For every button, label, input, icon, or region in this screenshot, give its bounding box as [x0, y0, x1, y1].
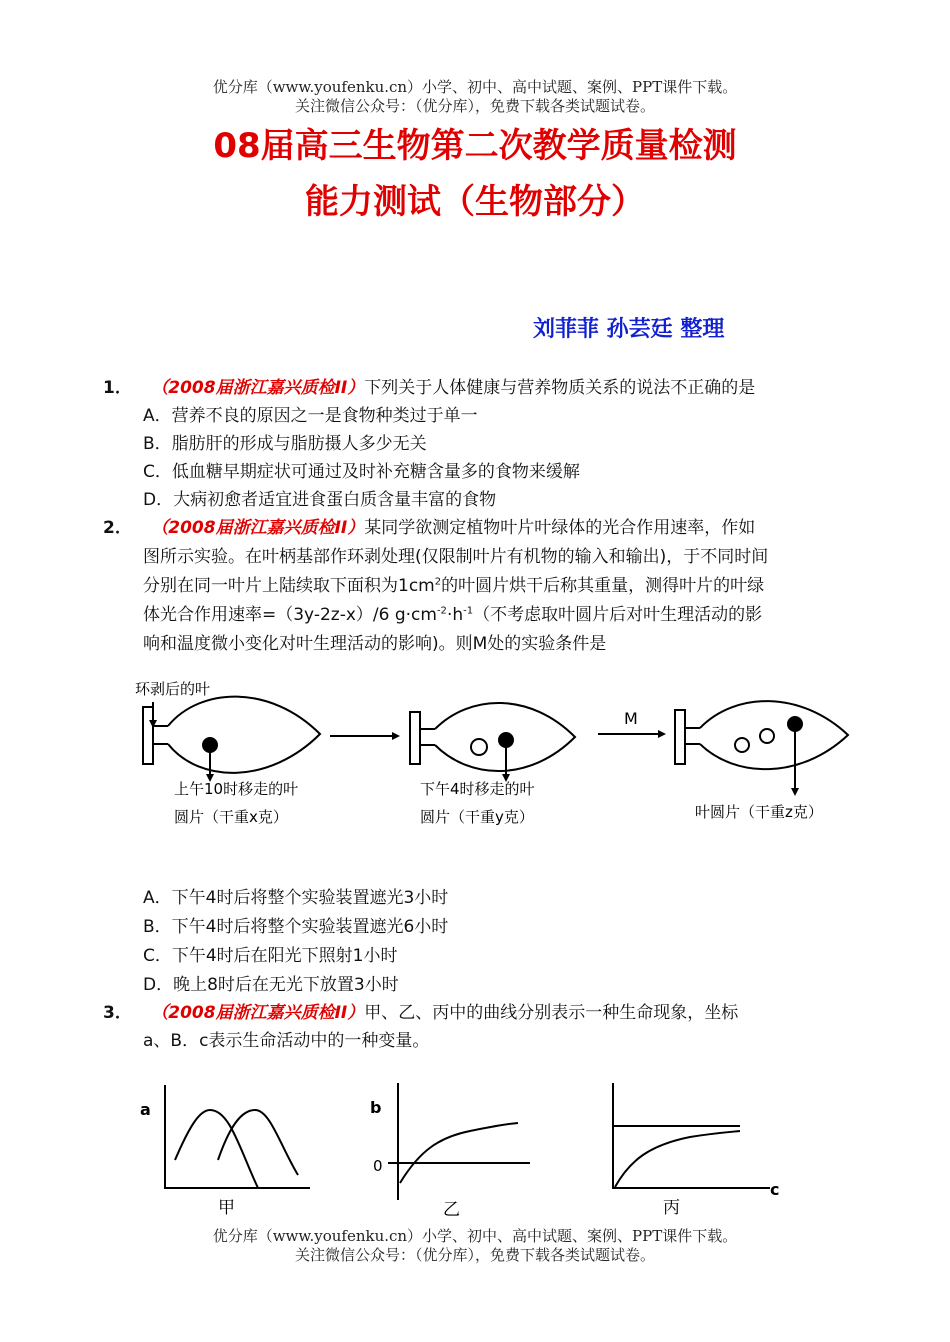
- question-stem: 某同学欲测定植物叶片叶绿体的光合作用速率，作如: [364, 518, 756, 538]
- q2-option-a: A．下午4时后将整个实验装置遮光3小时: [143, 888, 449, 908]
- header-line-2: 关注微信公众号：（优分库），免费下载各类试题试卷。: [294, 97, 655, 115]
- label-disc-x-1: 上午10时移走的叶: [174, 780, 299, 798]
- axis-label-zero: 0: [373, 1157, 383, 1175]
- leaf-disc-x: [202, 737, 218, 753]
- axis-label-c: c: [770, 1180, 780, 1199]
- arrow-head-2: [658, 730, 666, 738]
- axes-bing: [613, 1083, 770, 1188]
- leaf-stalk-1: [153, 726, 168, 744]
- leaf-stalk-3: [685, 728, 700, 744]
- label-disc-x-2: 圆片（干重x克）: [174, 808, 288, 826]
- q2-option-c: C．下午4时后在阳光下照射1小时: [143, 946, 398, 966]
- footer-line-2: 关注微信公众号：（优分库），免费下载各类试题试卷。: [294, 1246, 655, 1264]
- q1-option-d: D．大病初愈者适宜进食蛋白质含量丰富的食物: [143, 490, 497, 510]
- hole-circle: [735, 738, 749, 752]
- question-number: 3．: [103, 1003, 132, 1023]
- question-source: （2008届浙江嘉兴质检II）: [151, 378, 365, 398]
- question-source: （2008届浙江嘉兴质检II）: [151, 518, 365, 538]
- leaf-1: [168, 697, 320, 773]
- q2-option-b: B．下午4时后将整个实验装置遮光6小时: [143, 917, 449, 937]
- label-disc-y-1: 下午4时移走的叶: [420, 780, 535, 798]
- q2-text-line-4: 体光合作用速率=（3y-2z-x）/6 $g\cdot cm^{-2}\cdot h^{-1}$（不考虑取叶圆片后对叶生理活动的影: [143, 605, 763, 625]
- page-subtitle: 能力测试（生物部分）: [305, 182, 645, 222]
- label-ring-leaf: 环剥后的叶: [135, 680, 211, 698]
- q2-text-line-3: 分别在同一叶片上陆续取下面积为$1cm^2$的叶圆片烘干后称其重量，测得叶片的叶绿: [143, 576, 765, 596]
- stem-clamp-3: [675, 710, 685, 764]
- q1-option-b: B．脂肪肝的形成与脂肪摄人多少无关: [143, 434, 427, 454]
- hole-circle: [760, 729, 774, 743]
- q1-option-c: C．低血糖早期症状可通过及时补充糖含量多的食物来缓解: [143, 462, 580, 482]
- stem-clamp-2: [410, 712, 420, 764]
- author: 刘菲菲 孙芸廷 整理: [533, 317, 725, 342]
- question-stem: 下列关于人体健康与营养物质关系的说法不正确的是: [364, 378, 756, 398]
- arrow-head-z: [791, 788, 799, 796]
- question-source: （2008届浙江嘉兴质检II）: [151, 1003, 365, 1023]
- hole-circle: [471, 739, 487, 755]
- label-disc-z: 叶圆片（干重z克）: [695, 803, 823, 821]
- leaf-stalk-2: [420, 729, 435, 745]
- axis-label-a: a: [140, 1100, 151, 1119]
- curve-jia-2: [218, 1110, 298, 1175]
- question-stem: 甲、乙、丙中的曲线分别表示一种生命现象，坐标: [364, 1003, 739, 1023]
- page-title: 08届高三生物第二次教学质量检测: [213, 126, 737, 166]
- axis-label-b: b: [370, 1098, 382, 1117]
- q2-text-line-2: 图所示实验。在叶柄基部作环剥处理(仅限制叶片有机物的输入和输出)，于不同时间: [143, 547, 769, 567]
- label-disc-y-2: 圆片（干重y克）: [420, 808, 534, 826]
- q2-option-d: D．晚上8时后在无光下放置3小时: [143, 975, 399, 995]
- curve-jia-1: [175, 1110, 258, 1188]
- curve-graphs-figure: [130, 1075, 790, 1223]
- q2-text-line-5: 响和温度微小变化对叶生理活动的影响)。则M处的实验条件是: [143, 634, 607, 654]
- curve-bing: [615, 1131, 740, 1187]
- stem-clamp-1: [143, 707, 153, 764]
- graph-label-yi: 乙: [443, 1200, 460, 1220]
- question-number: 1．: [103, 378, 132, 398]
- graph-label-jia: 甲: [218, 1198, 235, 1218]
- header-line-1: 优分库（www.youfenku.cn）小学、初中、高中试题、案例、PPT课件下载。: [212, 78, 738, 96]
- leaf-disc-z: [787, 716, 803, 732]
- axes-yi: [388, 1083, 530, 1200]
- q1-option-a: A．营养不良的原因之一是食物种类过于单一: [143, 406, 478, 426]
- question-3-header: [103, 1003, 738, 1023]
- footer-line-1: 优分库（www.youfenku.cn）小学、初中、高中试题、案例、PPT课件下载。: [212, 1227, 738, 1245]
- label-m: M: [624, 709, 638, 728]
- graph-label-bing: 丙: [663, 1198, 680, 1218]
- question-1-header: [103, 378, 755, 398]
- question-number: 2．: [103, 518, 132, 538]
- leaf-experiment-figure: [130, 672, 870, 842]
- curve-yi: [400, 1123, 518, 1183]
- arrow-head-1: [392, 732, 400, 740]
- q3-text-line-2: a、B．c表示生命活动中的一种变量。: [143, 1031, 430, 1051]
- question-2-header: [103, 518, 755, 538]
- leaf-disc-y: [498, 732, 514, 748]
